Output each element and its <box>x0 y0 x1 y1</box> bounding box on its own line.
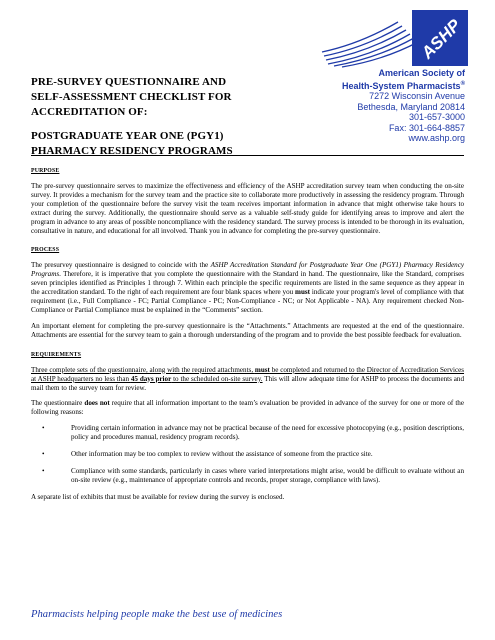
org-name-line: American Society of <box>378 68 465 78</box>
registered-mark: ® <box>460 80 465 87</box>
requirements-paragraph-1: Three complete sets of the questionnaire, along with the required attachments, must be completed and returned to the Director of Accreditation Services at ASHP headquarters no less than 45 days prior to the scheduled on-site survey. This will allow adequate time for ASHP to process the documents and mail them to the survey team for review. <box>31 365 465 392</box>
footer-tagline: Pharmacists helping people make the best use of medicines <box>31 609 283 620</box>
subtitle-line: POSTGRADUATE YEAR ONE (PGY1) <box>31 130 224 142</box>
list-item: • Other information may be too complex to review without the assistance of someone from the practice site. <box>42 450 373 459</box>
process-paragraph-1: The presurvey questionnaire is designed to coincide with the ASHP Accreditation Standard for Postgraduate Year One (PGY1) Pharmacy Residency Programs. Therefore, it is imperative that you complete the questionnaire with the Standard in hand. The questionnaire, like the Standard, comprises seven principles identified as Principles 1 through 7. Within each principle the specific requirements are listed in the same sequence as they appear in the accreditation standard. To the right of each requirement are four blank spaces where you must indicate your program's level of compliance with that requirement (i.e., Full Compliance - FC; Partial Compliance - PC; Non-Compliance - NC; or Not Applicable - NA). Any requirement checked Non-Compliance or Partial Compliance must be explained in the “Comments” section. <box>31 261 464 314</box>
document-body <box>31 167 464 502</box>
list-item: • Providing certain information in advance may not be practical because of the need for excessive photocopying (e.g., position descriptions, policy and procedures manual, residency program records). <box>42 424 464 442</box>
subtitle-line: PHARMACY RESIDENCY PROGRAMS <box>31 145 233 157</box>
phone-number: 301-657-3000 <box>408 112 465 122</box>
logo-text: ASHP <box>417 15 465 63</box>
title-line: SELF-ASSESSMENT CHECKLIST FOR <box>31 91 232 103</box>
standard-title: ASHP Accreditation Standard for Postgraduate Year One (PGY1) Pharmacy Residency Programs <box>31 261 464 279</box>
process-paragraph-2: An important element for completing the pre-survey questionnaire is the “Attachments.” Attachments are requested at the end of the questionnaire. Attachments are essential for the survey team to gain a thorough understanding of the program and to provide the best possible feedback for evaluation. <box>31 321 464 339</box>
organization-address <box>342 68 465 144</box>
process-heading: PROCESS <box>31 247 60 254</box>
exhibits-note: A separate list of exhibits that must be available for review during the survey is enclosed. <box>31 492 285 501</box>
org-name-line: Health-System Pharmacists <box>342 80 461 91</box>
address-city: Bethesda, Maryland 20814 <box>357 101 465 112</box>
requirements-paragraph-2: The questionnaire does not require that all information important to the team’s evaluation be provided in advance of the survey for one or more of the following reasons: <box>31 399 464 417</box>
title-line: PRE-SURVEY QUESTIONNAIRE AND <box>31 76 227 88</box>
list-item: • Compliance with some standards, particularly in cases where varied interpretations might arise, would be difficult to evaluate without an on-site review (e.g., maintenance of appropriate controls and records, proper storage, compliance with laws). <box>42 466 464 484</box>
bullet-icon: • <box>42 424 45 433</box>
header-divider <box>31 155 464 156</box>
purpose-heading: PURPOSE <box>31 168 60 174</box>
title-line: ACCREDITATION OF: <box>31 106 148 118</box>
address-street: 7272 Wisconsin Avenue <box>369 91 465 101</box>
requirements-heading: REQUIREMENTS <box>31 351 82 358</box>
document-title <box>31 75 281 159</box>
reasons-list <box>31 424 464 485</box>
bullet-icon: • <box>42 450 45 459</box>
fax-number: Fax: 301-664-8857 <box>388 122 465 133</box>
website-link[interactable]: www.ashp.org <box>408 133 465 143</box>
purpose-paragraph: The pre-survey questionnaire serves to maximize the effectiveness and efficiency of the ASHP accreditation survey team when conducting the on-site survey. It provides a mechanism for the survey team and the practice site to collaborate more productively in assessing the residency program. Through your completion of the questionnaire before the survey visit the team receives important information in advance that might otherwise take hours to extract during the survey. Additionally, the questionnaire should serve as a valuable self-study guide for identifying areas to improve and alert the program in advance to any areas of possible noncompliance with the residency standard. The survey process is intended to be thorough in its evaluation, consultative in nature, and educational for all involved. Thank you in advance for completing the pre-survey questionnaire. <box>31 182 464 235</box>
ashp-logo <box>320 8 470 68</box>
bullet-icon: • <box>42 466 45 475</box>
